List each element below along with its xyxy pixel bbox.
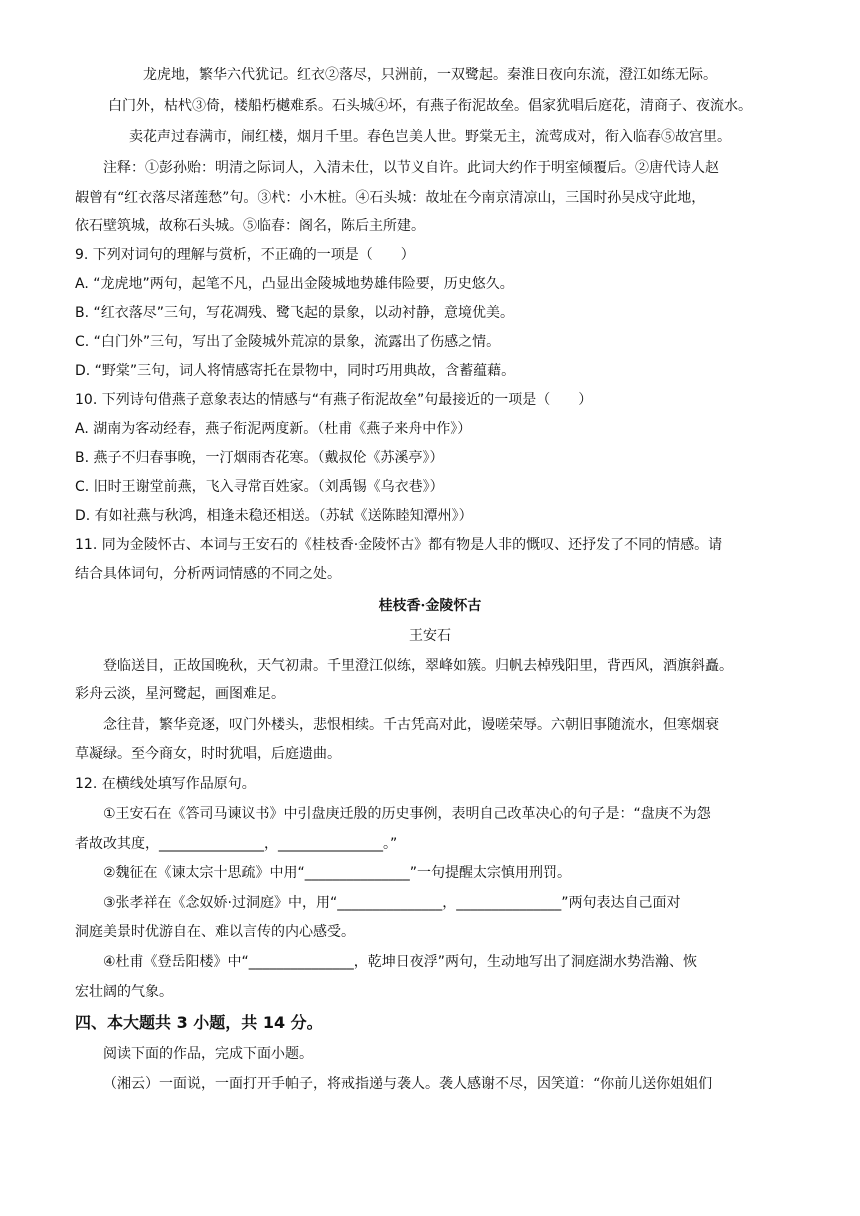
section-4-text: （湘云）一面说，一面打开手帕子，将戒指递与袭人。袭人感谢不尽，因笑道：“你前儿送你姐姐们 <box>103 1076 713 1092</box>
poem-note-3: 依石壁筑城，故称石头城。⑤临春：阁名，陈后主所建。 <box>75 218 425 234</box>
poem-line-3: 卖花声过春满市，闹红楼，烟月千里。春色岂美人世。野棠无主，流莺成对，衔入临春⑤故宫里。 <box>129 129 731 145</box>
question-11-line-2: 结合具体词句，分析两词情感的不同之处。 <box>75 566 341 582</box>
wang-poem-line-4: 草凝绿。至今商女，时时犹唱，后庭遗曲。 <box>75 746 341 762</box>
wang-poem-title: 桂枝香·金陵怀古 <box>378 598 482 614</box>
question-10: 10. 下列诗句借燕子意象表达的情感与“有燕子衔泥故垒”句最接近的一项是（ ） <box>75 392 593 408</box>
wang-poem-line-1: 登临送目，正故国晚秋，天气初肃。千里澄江似练，翠峰如簇。归帆去棹残阳里，背西风，酒旗斜矗。 <box>103 658 733 674</box>
q12-item-4-line-2: 宏壮阔的气象。 <box>75 984 173 1000</box>
q10-option-d: D. 有如社燕与秋鸿，相逢未稳还相送。（苏轼《送陈睦知潭州》） <box>75 508 473 524</box>
q12-item-3-line-2: 洞庭美景时优游自在、难以言传的内心感受。 <box>75 924 355 940</box>
q9-option-b: B. “红衣落尽”三句，写花凋残、鹭飞起的景象，以动衬静，意境优美。 <box>75 305 515 321</box>
q10-option-a: A. 湖南为客动经春，燕子衔泥两度新。（杜甫《燕子来舟中作》） <box>75 421 472 437</box>
q9-option-c: C. “白门外”三句，写出了金陵城外荒凉的景象，流露出了伤感之情。 <box>75 334 501 350</box>
q12-item-3-line-1: ③张孝祥在《念奴娇·过洞庭》中，用“_______________，_______________”两句表达自己面对 <box>103 895 681 911</box>
q9-option-a: A. “龙虎地”两句，起笔不凡，凸显出金陵城地势雄伟险要，历史悠久。 <box>75 276 514 292</box>
wang-poem-line-2: 彩舟云淡，星河鹭起，画图难足。 <box>75 686 285 702</box>
question-12: 12. 在横线处填写作品原句。 <box>75 776 256 792</box>
q10-option-b: B. 燕子不归春事晚，一汀烟雨杏花寒。（戴叔伦《苏溪亭》） <box>75 450 444 466</box>
q10-option-c: C. 旧时王谢堂前燕，飞入寻常百姓家。（刘禹锡《乌衣巷》） <box>75 479 444 495</box>
q12-item-1-line-1: ①王安石在《答司马谏议书》中引盘庚迁殷的历史事例，表明自己改革决心的句子是：“盘庚不为怨 <box>103 806 711 822</box>
q12-item-1-line-2: 者故改其度，_______________，_______________。” <box>75 836 398 852</box>
q12-item-4-line-1: ④杜甫《登岳阳楼》中“_______________，乾坤日夜浮”两句，生动地写出了洞庭湖水势浩瀚、恢 <box>103 954 698 970</box>
section-4-intro: 阅读下面的作品，完成下面小题。 <box>103 1046 313 1062</box>
poem-line-2: 白门外，枯杙③倚，楼船朽樾难系。石头城④坏，有燕子衔泥故垒。倡家犹唱后庭花，清商子、夜流水。 <box>108 98 752 114</box>
q12-item-2: ②魏征在《谏太宗十思疏》中用“_______________”一句提醒太宗慎用刑罚。 <box>103 865 572 881</box>
poem-note-2: 嘏曾有“红衣落尽渚莲愁”句。③杙：小木桩。④石头城：故址在今南京清凉山，三国时孙吴戍守此地， <box>75 190 706 206</box>
wang-poem-line-3: 念往昔，繁华竞逐，叹门外楼头，悲恨相续。千古凭高对此，谩嗟荣辱。六朝旧事随流水，但寒烟衰 <box>103 717 719 733</box>
poem-note-1: 注释：①彭孙贻：明清之际词人，入清未仕，以节义自许。此词大约作于明室倾覆后。②唐代诗人赵 <box>103 160 719 176</box>
wang-poem-author: 王安石 <box>409 628 451 644</box>
q9-option-d: D. “野棠”三句，词人将情感寄托在景物中，同时巧用典故，含蓄蕴藉。 <box>75 363 516 379</box>
poem-line-1: 龙虎地，繁华六代犹记。红衣②落尽，只洲前，一双鹭起。秦淮日夜向东流，澄江如练无际。 <box>143 67 717 83</box>
question-11-line-1: 11. 同为金陵怀古、本词与王安石的《桂枝香·金陵怀古》都有物是人非的慨叹、还抒发了不同的情感。请 <box>75 537 723 553</box>
section-4-heading: 四、本大题共 3 小题，共 14 分。 <box>75 1013 323 1032</box>
question-9: 9. 下列对词句的理解与赏析，不正确的一项是（ ） <box>75 247 415 263</box>
